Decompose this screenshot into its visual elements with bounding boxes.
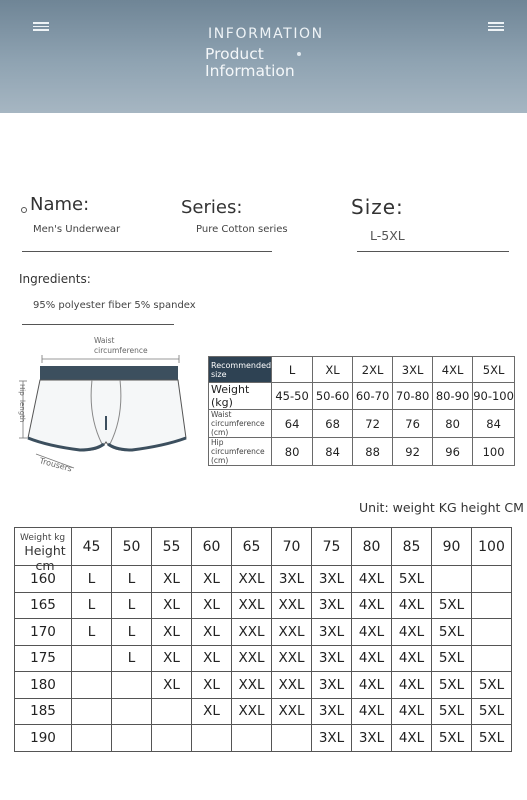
size-cell: 3XL [312, 566, 352, 593]
unit-note: Unit: weight KG height CM [359, 500, 524, 515]
size-cell: XXL [232, 566, 272, 593]
size-cell [72, 645, 112, 672]
size-cell: 5XL [432, 619, 472, 646]
size-cell: 3XL [352, 725, 392, 752]
table-row [15, 592, 512, 619]
size-cell [112, 698, 152, 725]
size-cell: L [112, 592, 152, 619]
banner-subtitle: INFORMATION [208, 26, 324, 42]
size-cell: 3XL [312, 619, 352, 646]
banner-title-line1: Product [205, 45, 264, 63]
size-cell [152, 698, 192, 725]
name-label: Name: [30, 194, 90, 215]
corner-cell [15, 528, 72, 573]
table-cell: 76 [393, 410, 433, 438]
table-header-cell: Recommended size [209, 357, 272, 383]
height-cell: 175 [15, 645, 72, 672]
size-cell: XL [192, 672, 232, 699]
size-cell: 5XL [392, 566, 432, 593]
trunk-body [28, 380, 186, 450]
size-cell: 4XL [392, 619, 432, 646]
table-row [15, 566, 512, 593]
height-cell: 190 [15, 725, 72, 752]
table-row [15, 672, 512, 699]
size-cell: 3XL [312, 698, 352, 725]
waist-label-2: circumference [94, 346, 148, 355]
size-cell [432, 566, 472, 593]
size-cell: XL [152, 592, 192, 619]
table-cell: 84 [313, 438, 353, 466]
table-cell: 88 [353, 438, 393, 466]
size-cell: XL [152, 672, 192, 699]
table-row [15, 698, 512, 725]
weight-header-cell: 60 [192, 528, 232, 566]
size-cell: L [272, 357, 313, 383]
table-cell: 60-70 [353, 383, 393, 410]
row-label: Hip circumference (cm) [209, 438, 272, 466]
menu-icon[interactable] [33, 22, 49, 32]
size-cell: 3XL [312, 725, 352, 752]
table-cell: 92 [393, 438, 433, 466]
weight-header-cell: 50 [112, 528, 152, 566]
weight-header-cell: 100 [472, 528, 512, 566]
divider [22, 324, 174, 325]
weight-header-cell: 70 [272, 528, 312, 566]
row-label: Waist circumference (cm) [209, 410, 272, 438]
trousers-label: Trousers [38, 456, 74, 474]
corner-weight-label: Weight kg [20, 533, 66, 543]
table-row [209, 410, 515, 438]
size-cell: 5XL [432, 592, 472, 619]
size-cell: XL [192, 698, 232, 725]
size-cell [472, 566, 512, 593]
size-cell: 4XL [352, 592, 392, 619]
size-cell [232, 725, 272, 752]
size-cell: 4XL [392, 672, 432, 699]
size-cell: 5XL [432, 698, 472, 725]
size-cell: L [72, 619, 112, 646]
size-cell: 2XL [353, 357, 393, 383]
size-cell: XXL [272, 619, 312, 646]
size-cell: 3XL [312, 592, 352, 619]
size-cell: XXL [232, 619, 272, 646]
size-cell [112, 725, 152, 752]
table-cell: 96 [433, 438, 473, 466]
size-cell: 3XL [393, 357, 433, 383]
table-cell: 70-80 [393, 383, 433, 410]
size-cell [72, 725, 112, 752]
hip-label-2: length [18, 400, 26, 423]
size-cell [112, 672, 152, 699]
corner-height-label: Height cm [24, 543, 66, 573]
table-cell: 68 [313, 410, 353, 438]
height-cell: 185 [15, 698, 72, 725]
weight-header-cell: 90 [432, 528, 472, 566]
name-value: Men's Underwear [33, 224, 121, 235]
table-cell: 100 [473, 438, 515, 466]
size-cell: L [112, 566, 152, 593]
size-cell: 4XL [433, 357, 473, 383]
size-value: L-5XL [370, 228, 405, 243]
size-cell: 5XL [472, 698, 512, 725]
size-cell: XL [192, 619, 232, 646]
size-chart-table [14, 527, 512, 752]
table-row [15, 725, 512, 752]
table-row [15, 619, 512, 646]
table-row [15, 645, 512, 672]
waist-label-1: Waist [94, 336, 115, 345]
underwear-illustration [14, 326, 199, 486]
waistband [40, 366, 178, 380]
bullet-icon [21, 207, 27, 213]
size-cell: L [112, 619, 152, 646]
table-cell: 45-50 [272, 383, 313, 410]
size-cell: XXL [232, 592, 272, 619]
table-cell: 64 [272, 410, 313, 438]
weight-header-cell: 65 [232, 528, 272, 566]
size-cell: 4XL [392, 645, 432, 672]
size-cell: 3XL [272, 566, 312, 593]
size-cell: XL [152, 619, 192, 646]
size-cell: 5XL [432, 672, 472, 699]
ingredients-value: 95% polyester fiber 5% spandex [33, 300, 196, 311]
banner-title [205, 46, 295, 80]
size-cell: 4XL [352, 566, 392, 593]
series-label: Series: [181, 197, 243, 218]
size-cell: 4XL [392, 725, 432, 752]
hip-label-1: Hip [18, 384, 26, 396]
height-cell: 160 [15, 566, 72, 593]
height-cell: 170 [15, 619, 72, 646]
size-cell: 4XL [392, 698, 432, 725]
table-cell: 90-100 [473, 383, 515, 410]
size-cell: 3XL [312, 645, 352, 672]
size-cell: 4XL [352, 619, 392, 646]
size-label: Size: [351, 195, 404, 219]
divider [22, 251, 272, 252]
divider [357, 251, 509, 252]
banner-title-line2: Information [205, 62, 295, 80]
size-cell: XL [313, 357, 353, 383]
size-cell [472, 592, 512, 619]
size-recommendation-table [208, 356, 515, 466]
weight-header-cell: 45 [72, 528, 112, 566]
height-cell: 180 [15, 672, 72, 699]
size-cell: 3XL [312, 672, 352, 699]
size-cell: L [72, 592, 112, 619]
weight-header-cell: 85 [392, 528, 432, 566]
size-cell: XXL [272, 592, 312, 619]
size-cell: XXL [232, 645, 272, 672]
weight-header-cell: 55 [152, 528, 192, 566]
size-cell: XXL [232, 672, 272, 699]
weight-header-cell: 75 [312, 528, 352, 566]
size-cell: 4XL [392, 592, 432, 619]
table-cell: 50-60 [313, 383, 353, 410]
size-cell: 4XL [352, 698, 392, 725]
size-cell: 5XL [432, 645, 472, 672]
table-cell: 84 [473, 410, 515, 438]
size-cell: XL [192, 645, 232, 672]
size-cell: XL [192, 592, 232, 619]
size-cell [72, 698, 112, 725]
size-cell: 4XL [352, 672, 392, 699]
ingredients-label: Ingredients: [19, 272, 91, 286]
header-banner [0, 0, 527, 113]
table-cell: 72 [353, 410, 393, 438]
size-cell [272, 725, 312, 752]
table-header-row [209, 357, 515, 383]
table-row [209, 383, 515, 410]
decorative-dot [297, 52, 301, 56]
size-cell: 5XL [472, 672, 512, 699]
size-cell: XXL [272, 645, 312, 672]
size-cell [72, 672, 112, 699]
size-cell: XL [152, 566, 192, 593]
size-cell: XXL [272, 672, 312, 699]
row-label: Weight (kg) [209, 383, 272, 410]
size-cell [472, 619, 512, 646]
series-value: Pure Cotton series [196, 224, 288, 235]
size-cell: L [72, 566, 112, 593]
size-cell [192, 725, 232, 752]
table-cell: 80 [433, 410, 473, 438]
table-row [209, 438, 515, 466]
size-cell [152, 725, 192, 752]
size-cell [472, 645, 512, 672]
menu-icon-right[interactable] [488, 22, 504, 32]
table-header-row [15, 528, 512, 566]
size-cell: XL [152, 645, 192, 672]
size-cell: 5XL [432, 725, 472, 752]
table-cell: 80 [272, 438, 313, 466]
size-cell: XXL [272, 698, 312, 725]
size-cell: 5XL [472, 725, 512, 752]
size-cell: L [112, 645, 152, 672]
table-cell: 80-90 [433, 383, 473, 410]
size-cell: XL [192, 566, 232, 593]
weight-header-cell: 80 [352, 528, 392, 566]
size-cell: 4XL [352, 645, 392, 672]
height-cell: 165 [15, 592, 72, 619]
size-cell: 5XL [473, 357, 515, 383]
size-cell: XXL [232, 698, 272, 725]
